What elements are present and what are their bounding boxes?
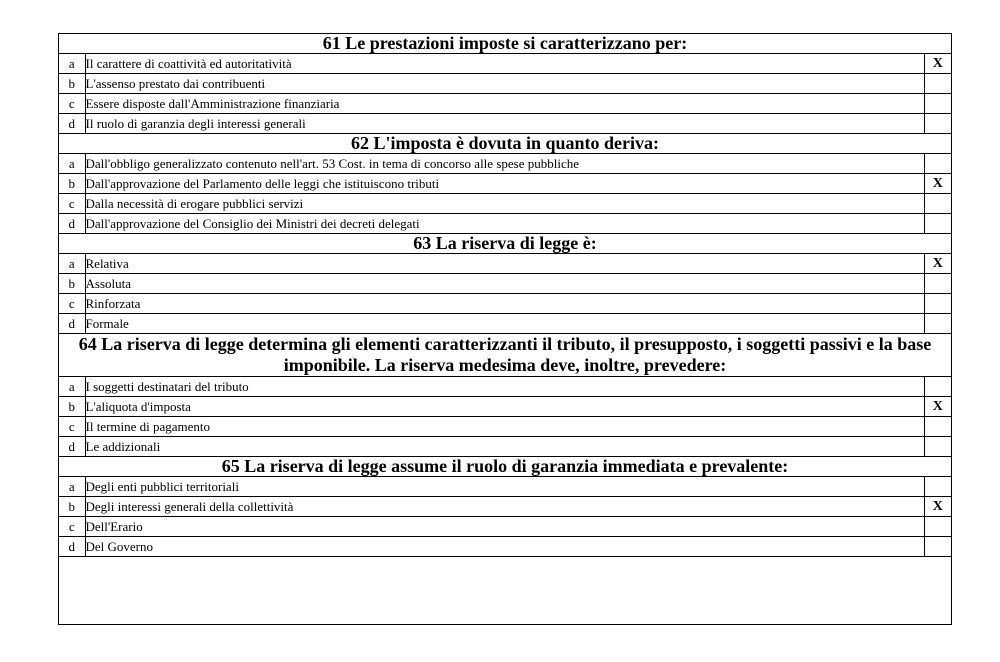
answer-text: Dall'approvazione del Parlamento delle leggi che istituiscono tributi xyxy=(85,174,924,194)
answer-text: Dell'Erario xyxy=(85,517,924,537)
answer-row xyxy=(59,214,951,234)
answer-text: Le addizionali xyxy=(85,437,924,457)
answer-letter: b xyxy=(59,274,85,294)
answer-text: L'aliquota d'imposta xyxy=(85,397,924,417)
correct-answer-mark xyxy=(924,294,951,314)
answer-text: Degli interessi generali della collettività xyxy=(85,497,924,517)
answer-letter: a xyxy=(59,54,85,74)
correct-answer-mark xyxy=(924,537,951,557)
answer-row xyxy=(59,114,951,134)
correct-answer-mark: X xyxy=(924,174,951,194)
quiz-table xyxy=(59,34,951,557)
answer-text: Dall'obbligo generalizzato contenuto nell'art. 53 Cost. in tema di concorso alle spese pubbliche xyxy=(85,154,924,174)
answer-letter: a xyxy=(59,477,85,497)
answer-row xyxy=(59,377,951,397)
answer-row xyxy=(59,54,951,74)
answer-row xyxy=(59,294,951,314)
correct-answer-mark xyxy=(924,417,951,437)
correct-answer-mark: X xyxy=(924,254,951,274)
answer-row xyxy=(59,417,951,437)
answer-row xyxy=(59,254,951,274)
question-header-row xyxy=(59,134,951,154)
answer-letter: b xyxy=(59,74,85,94)
question-header-row xyxy=(59,234,951,254)
correct-answer-mark xyxy=(924,214,951,234)
answer-row xyxy=(59,154,951,174)
answer-letter: d xyxy=(59,214,85,234)
answer-text: Essere disposte dall'Amministrazione finanziaria xyxy=(85,94,924,114)
answer-letter: a xyxy=(59,154,85,174)
answer-letter: d xyxy=(59,114,85,134)
answer-row xyxy=(59,314,951,334)
answer-letter: c xyxy=(59,417,85,437)
answer-text: Dall'approvazione del Consiglio dei Ministri dei decreti delegati xyxy=(85,214,924,234)
answer-text: Relativa xyxy=(85,254,924,274)
answer-letter: c xyxy=(59,294,85,314)
answer-text: Dalla necessità di erogare pubblici servizi xyxy=(85,194,924,214)
answer-text: Il termine di pagamento xyxy=(85,417,924,437)
answer-text: Formale xyxy=(85,314,924,334)
answer-row xyxy=(59,174,951,194)
answer-letter: d xyxy=(59,537,85,557)
answer-text: Il carattere di coattività ed autoritatività xyxy=(85,54,924,74)
answer-text: Degli enti pubblici territoriali xyxy=(85,477,924,497)
answer-row xyxy=(59,274,951,294)
answer-letter: c xyxy=(59,517,85,537)
quiz-sheet xyxy=(58,33,952,625)
answer-letter: d xyxy=(59,437,85,457)
question-title: 64 La riserva di legge determina gli elementi caratterizzanti il tributo, il presupposto, i soggetti passivi e la base imponibile. La riserva medesima deve, inoltre, prevedere: xyxy=(59,334,951,377)
correct-answer-mark xyxy=(924,194,951,214)
answer-row xyxy=(59,194,951,214)
answer-text: Assoluta xyxy=(85,274,924,294)
answer-row xyxy=(59,74,951,94)
question-header-row xyxy=(59,334,951,377)
answer-letter: a xyxy=(59,377,85,397)
answer-text: Rinforzata xyxy=(85,294,924,314)
answer-row xyxy=(59,517,951,537)
question-header-row xyxy=(59,457,951,477)
correct-answer-mark xyxy=(924,314,951,334)
correct-answer-mark xyxy=(924,74,951,94)
answer-letter: c xyxy=(59,194,85,214)
correct-answer-mark xyxy=(924,154,951,174)
correct-answer-mark xyxy=(924,377,951,397)
correct-answer-mark: X xyxy=(924,497,951,517)
question-header-row xyxy=(59,34,951,54)
answer-letter: b xyxy=(59,497,85,517)
correct-answer-mark: X xyxy=(924,397,951,417)
question-title: 65 La riserva di legge assume il ruolo di garanzia immediata e prevalente: xyxy=(59,457,951,477)
question-title: 63 La riserva di legge è: xyxy=(59,234,951,254)
quiz-body xyxy=(59,34,951,557)
answer-letter: a xyxy=(59,254,85,274)
answer-letter: b xyxy=(59,397,85,417)
answer-row xyxy=(59,397,951,417)
answer-row xyxy=(59,94,951,114)
answer-text: L'assenso prestato dai contribuenti xyxy=(85,74,924,94)
question-title: 62 L'imposta è dovuta in quanto deriva: xyxy=(59,134,951,154)
correct-answer-mark xyxy=(924,477,951,497)
correct-answer-mark xyxy=(924,274,951,294)
answer-text: I soggetti destinatari del tributo xyxy=(85,377,924,397)
answer-letter: d xyxy=(59,314,85,334)
answer-text: Il ruolo di garanzia degli interessi generali xyxy=(85,114,924,134)
correct-answer-mark xyxy=(924,94,951,114)
correct-answer-mark xyxy=(924,517,951,537)
answer-text: Del Governo xyxy=(85,537,924,557)
question-title: 61 Le prestazioni imposte si caratterizzano per: xyxy=(59,34,951,54)
answer-row xyxy=(59,497,951,517)
correct-answer-mark xyxy=(924,437,951,457)
answer-row xyxy=(59,437,951,457)
correct-answer-mark: X xyxy=(924,54,951,74)
answer-letter: c xyxy=(59,94,85,114)
answer-row xyxy=(59,477,951,497)
correct-answer-mark xyxy=(924,114,951,134)
answer-letter: b xyxy=(59,174,85,194)
answer-row xyxy=(59,537,951,557)
